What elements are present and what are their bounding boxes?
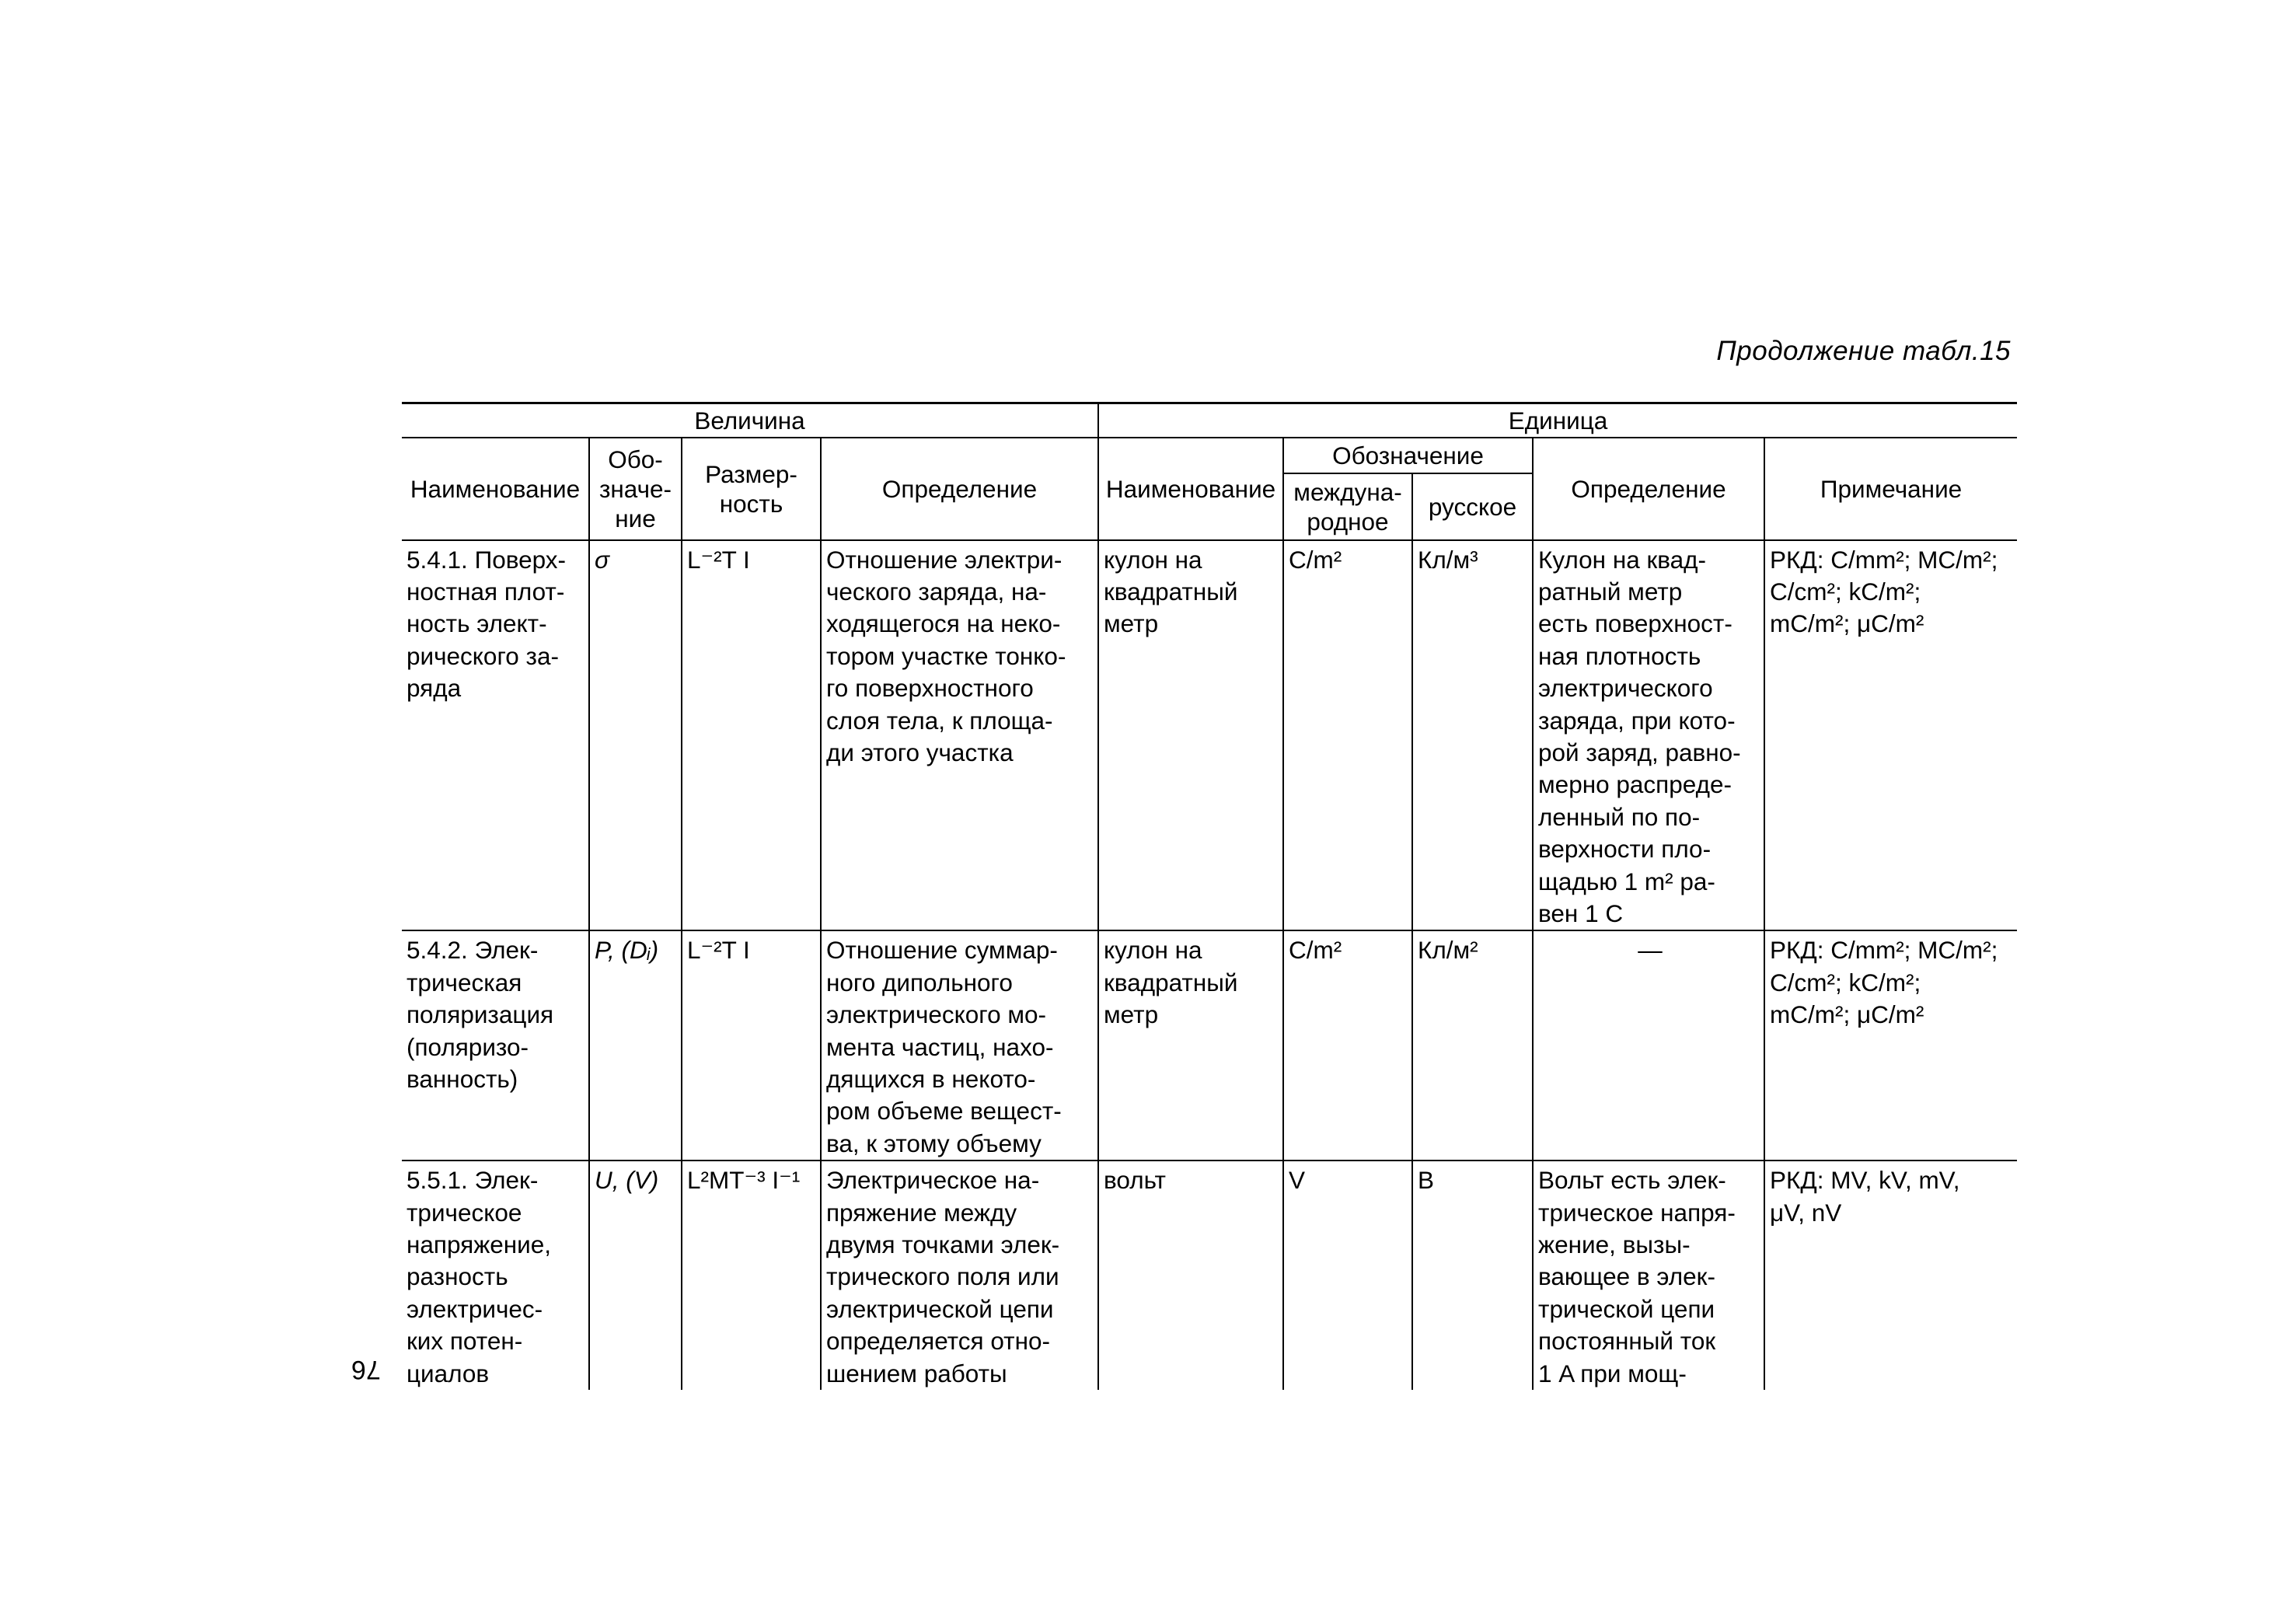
cell-quantity-name: 5.4.2. Элек- трическая поляризация (поляризо- ванность) [402, 930, 589, 1161]
cell-note: РКД: MV, kV, mV, μV, nV [1764, 1161, 2017, 1390]
units-table [402, 402, 2017, 1390]
cell-quantity-symbol: P, (Dᵢ) [589, 930, 682, 1161]
header-unit-symbol-intl: междуна- родное [1283, 473, 1412, 540]
page-number: 76 [351, 1355, 381, 1384]
header-unit-symbol-rus: русское [1412, 473, 1533, 540]
cell-unit-symbol-intl: C/m² [1283, 930, 1412, 1161]
cell-unit-definition: Вольт есть элек- трическое напря- жение, вызы- вающее в элек- трической цепи постоянный ток 1 A при мощ- [1533, 1161, 1764, 1390]
cell-quantity-symbol: U, (V) [589, 1161, 682, 1390]
cell-unit-symbol-rus: В [1412, 1161, 1533, 1390]
header-unit-group: Единица [1098, 403, 2017, 438]
header-unit-name: Наименование [1098, 438, 1283, 540]
cell-quantity-symbol: σ [589, 540, 682, 931]
header-quantity-definition: Определение [821, 438, 1098, 540]
cell-dimension: L⁻²T I [682, 540, 821, 931]
header-quantity-symbol: Обо- значе- ние [589, 438, 682, 540]
cell-unit-symbol-intl: C/m² [1283, 540, 1412, 931]
cell-unit-symbol-rus: Кл/м³ [1412, 540, 1533, 931]
table-continuation-caption: Продолжение табл.15 [1716, 336, 2011, 366]
cell-dimension: L²MT⁻³ I⁻¹ [682, 1161, 821, 1390]
table-row [402, 930, 2017, 1161]
cell-quantity-name: 5.5.1. Элек- трическое напряжение, разность электричес- ких потен- циалов [402, 1161, 589, 1390]
header-note: Примечание [1764, 438, 2017, 540]
cell-quantity-name: 5.4.1. Поверх- ностная плот- ность элект- рического за- ряда [402, 540, 589, 931]
cell-quantity-definition: Электрическое на- пряжение между двумя точками элек- трического поля или электрической цепи определяется отно- шением работы [821, 1161, 1098, 1390]
header-unit-symbol-group: Обозначение [1283, 438, 1533, 473]
cell-unit-name: кулон на квадратный метр [1098, 930, 1283, 1161]
cell-unit-symbol-intl: V [1283, 1161, 1412, 1390]
cell-quantity-definition: Отношение электри- ческого заряда, на- ходящегося на неко- тором участке тонко- го поверхностного слоя тела, к площа- ди этого участка [821, 540, 1098, 931]
header-quantity-group: Величина [402, 403, 1098, 438]
table-row [402, 540, 2017, 931]
header-unit-definition: Определение [1533, 438, 1764, 540]
cell-unit-definition: Кулон на квад- ратный метр есть поверхност- ная плотность электрического заряда, при кото- рой заряд, равно- мерно распреде- ленный по по- верхности пло- щадью 1 m² ра- вен 1 C [1533, 540, 1764, 931]
cell-unit-symbol-rus: Кл/м² [1412, 930, 1533, 1161]
cell-dimension: L⁻²T I [682, 930, 821, 1161]
cell-unit-definition: — [1533, 930, 1764, 1161]
cell-quantity-definition: Отношение суммар- ного дипольного электрического мо- мента частиц, нахо- дящихся в некото- ром объеме вещест- ва, к этому объему [821, 930, 1098, 1161]
cell-note: РКД: C/mm²; MC/m²; C/cm²; kC/m²; mC/m²; μC/m² [1764, 930, 2017, 1161]
header-quantity-name: Наименование [402, 438, 589, 540]
cell-unit-name: вольт [1098, 1161, 1283, 1390]
cell-note: РКД: C/mm²; MC/m²; C/cm²; kC/m²; mC/m²; μC/m² [1764, 540, 2017, 931]
table-row [402, 1161, 2017, 1390]
cell-unit-name: кулон на квадратный метр [1098, 540, 1283, 931]
header-dimension: Размер- ность [682, 438, 821, 540]
